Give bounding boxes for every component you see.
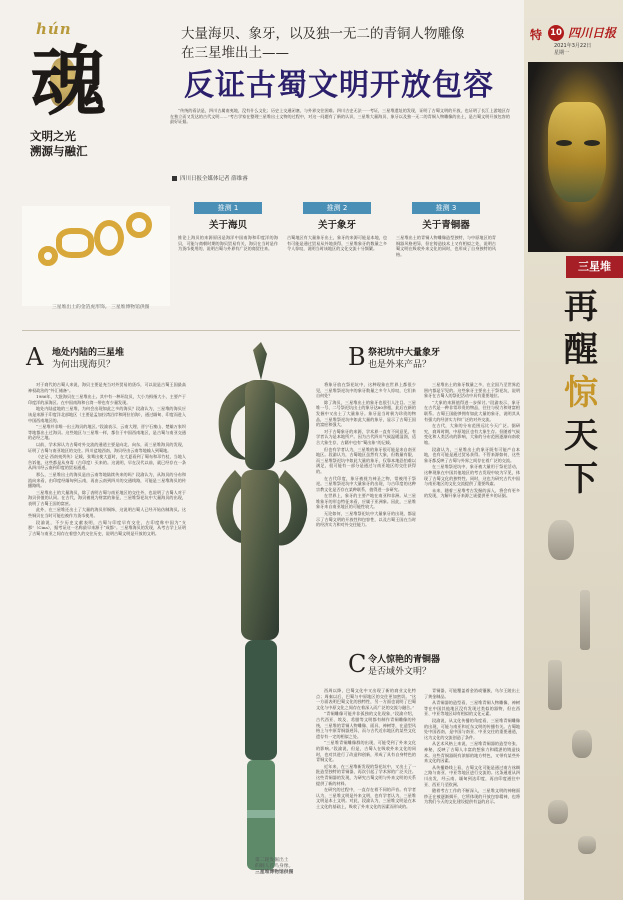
paragraph: 西周以降，巴蜀文化中又出现了新的商业文化特点；周秦以后，巴蜀与中原地区的交往更加密切。“这一方面表明巴蜀文化的独特性，另一方面也说明了巴蜀文化与中原文化之间存在着深入而广泛的交流与融合。”	[316, 688, 416, 710]
kicker-line1: 大量海贝、象牙，以及独一无二的青铜人物雕像	[181, 26, 465, 42]
hypothesis-3	[396, 202, 496, 257]
section-b-body-right	[424, 382, 520, 642]
column-name	[30, 129, 140, 159]
section-sub: 为何出现海贝？	[52, 360, 116, 370]
artifact-rod-image	[580, 590, 590, 650]
special-label: 特	[530, 28, 543, 42]
hypothesis-text: 三星堆出土的青铜人物雕像造型独特，与中原地区的青铜器风格迥异，但在铸造技术上又有相似之处，说明古蜀文明在吸收外来文化的同时，也形成了自身独特的风格。	[396, 235, 496, 257]
section-letter: C	[348, 650, 367, 678]
paragraph: 除了海贝，三星堆出土的象牙也很引人注目。三星堆一号、二号祭祀坑出土的象牙达80余根，此后在新的发掘中又出土了大量象牙。象牙是当时极为珍贵的物品，三星堆祭祀坑中如此大量的象牙，显示了古蜀王国的富庶和强大。	[316, 399, 416, 428]
byline-square-icon	[172, 176, 177, 181]
divider	[22, 330, 520, 331]
series-char-1: 再	[564, 287, 598, 327]
gold-curl-1	[38, 246, 58, 266]
paragraph: “大象的来源值得进一步探讨。”段渝表示，象牙在古代是一种非常珍贵的物品，往往与权力和财富相联系。古蜀王国能够拥有如此大量的象牙，说明其具有强大的经济实力和广泛的对外交流。	[424, 399, 520, 422]
paragraph: 段渝认为，三星堆出土的象牙既有可能产自本地，也有可能是通过贸易获得。不管来源如何，这些象牙都反映了古蜀与外界之间存在着广泛的交流。	[424, 446, 520, 463]
series-char-2: 醒	[564, 330, 598, 370]
column-name-line2: 溯源与融汇	[30, 144, 88, 158]
section-sub: 也是外来产品？	[368, 360, 432, 370]
paragraph: 从传播路线上看，古蜀文化可能是通过南方丝绸之路与南亚、中亚等地区进行交流的。这条通道从四川出发，经云南、缅甸到达印度，再由印度通往中亚、西亚乃至欧洲。	[424, 764, 520, 787]
bronze-caption-line3: 三星堆博物馆供图	[255, 870, 294, 875]
paragraph: 1986年，大批海贝在三星堆出土。其中有一种环纹贝，大小为拇指大小，主要产于印度洋的深海区。在中国南海和台湾一带也有少量发现。	[28, 394, 186, 405]
hypothesis-title: 关于海贝	[208, 220, 247, 231]
hypothesis-title: 关于青铜器	[422, 220, 470, 231]
page-number: 10	[548, 25, 564, 41]
series-char-4: 天	[564, 416, 598, 456]
paragraph: “三星堆并非唯一出土海贝的地区。”段渝表示，云南大理、晋宁石寨山、楚雄万家坝等地都出土过海贝。这些地区与三星堆一样，都位于中国西南地区，是古蜀与南亚交通的必经之地。	[28, 424, 186, 441]
paragraph: 在三星堆祭祀坑中，象牙被大量用于祭祀活动，这种现象在中国其他地区的考古发现中较为罕见，体现了古蜀文化的独特性。同时，这也为研究古代中国与南亚地区的文化交流提供了重要线索。	[424, 464, 520, 487]
paragraph: 在古代，大象的分布范围远比今天广泛。据研究，商周时期，中原地区也有大象生存。但随着气候变化和人类活动的影响，大象的分布范围逐渐向南收缩。	[424, 423, 520, 445]
paragraph: 但也有学者认为，三星堆的象牙很可能是来自南亚地区。段渝认为，古蜀地区虽然有大象，但数量有限，而三星堆祭祀坑中如此大量的象牙，仅靠本地恐怕难以满足，很可能有一部分是通过与南亚地区的交往获得的。	[316, 446, 416, 474]
section-sub: 是否域外文明？	[368, 667, 432, 677]
artifact-head-image	[548, 520, 574, 560]
gold-curl-2	[56, 228, 94, 258]
pinyin: hún	[36, 20, 72, 38]
paragraph: 将象牙放在祭祀坑中，这种现象在世界上都很少见，三星堆祭祀坑中的象牙数量之多令人惊叹，它们来自何处？	[316, 382, 416, 399]
section-a-body	[28, 382, 186, 887]
hypothesis-title: 关于象牙	[317, 220, 356, 231]
section-head: 地处内陆的三星堆	[52, 348, 125, 358]
gold-curl-4	[126, 212, 152, 238]
mask-face	[548, 102, 606, 202]
byline-text: 四川日报全媒体记者 薛维睿	[180, 176, 248, 182]
paper-name: 四川日报	[568, 26, 617, 40]
artifact-ring-image	[578, 836, 596, 854]
gold-photo-caption: 三星堆出土的金箔虎形饰。 三星堆博物馆供图	[52, 305, 150, 310]
paragraph: 对于商代的古蜀人来说，海贝主要是充当对外贸易的货币，可以说是古蜀王国最高神权政治的“外汇储备”。	[28, 382, 186, 393]
paragraph: 无论如何，三星堆祭祀坑中大量象牙的出现，都显示了古蜀文明的开放性和包容性，以及古蜀王国在当时的经济实力和对外交往能力。	[316, 511, 416, 528]
section-letter: A	[26, 343, 44, 371]
hypothesis-tag: 推测 1	[194, 202, 262, 214]
headline: 反证古蜀文明开放包容	[184, 68, 494, 103]
section-b-body	[316, 382, 416, 642]
artifact-mask-image	[572, 730, 592, 758]
paragraph: “青铜雕像可能并非孤独的文化现象，”段渝介绍，古代西亚、埃及、希腊等文明都有制作青铜雕像的传统，三星堆的青铜人物雕像、面具、神树等，在造型风格上与中原青铜器迥异，而与古代近东地区的某些文化遗存有一定的相似之处。	[316, 711, 416, 739]
lead-paragraph	[170, 108, 510, 126]
paragraph: 那么，三星堆出土的海贝是由云南等地陆续传来的吗？段渝认为，从海贝的分布和流向来看，由印度经缅甸到云南，再由云南到四川的交通线路，可能是三星堆海贝的传播路线。	[28, 471, 186, 489]
lead-text: “传统的看法是，四川古属南夷地，没有什么文化；历史上交通闭塞，与外界交往困难。四川古史无法一一考证，三星堆遗址的发现，证明了古蜀文明的开放，也证明了长江上游地区存在独立而又发达的古代文明……”考古学家在整理三星堆出土文物的过程中，对这一问题有了新的认识，三星堆大量海贝、象牙以及独一无二的青铜人物雕像的出土，是古蜀文明开放包容的最好证据。	[170, 108, 510, 125]
weekday: 星期一	[554, 50, 570, 56]
paragraph: 段渝说，不少历史文献表明，古蜀与印度早有交往，古印度称中国为“支那”（Cina），据考证这一名称最早来源于“成都”。三星堆海贝的发现，从考古学上证明了古蜀与南亚之间存在着悠久的交往历史，说明古蜀文明是开放的文明。	[28, 519, 186, 536]
byline	[172, 174, 248, 182]
artifact-figure-image	[548, 660, 562, 710]
paragraph: 在研究的过程中，一直存在着不同的声音。有学者认为，三星堆文明是外来文明，也有学者认为，三星堆文明是本土文明。对此，段渝认为，三星堆文明是在本土文化的基础上，吸收了外来文化的因素而形成的。	[316, 787, 416, 809]
hypothesis-1	[178, 202, 278, 252]
mask-eye-right	[584, 140, 600, 146]
hypothesis-tag: 推测 2	[303, 202, 371, 214]
paragraph: 《史记·西南夷列传》记载，张骞出使大夏时，在大夏看到了蜀布和邛竹杖，当地人告诉他，这些都是从身毒（古印度）买来的。这说明，早在汉代以前，就已经存在一条从四川经云南到印度的贸易通道。	[28, 454, 186, 471]
mask-eye-left	[556, 140, 572, 146]
series-char-3: 惊	[564, 373, 598, 413]
series-title	[546, 286, 616, 501]
paragraph: 段渝说，从文化传播的角度看，三星堆青铜雕像的出现，可能与南亚和近东文明的传播有关。古蜀地处中国西南，是中国与南亚、中亚交往的重要通道，这为文化的交流创造了条件。	[424, 717, 520, 740]
paragraph: 此外，在三星堆还出土了大量的海贝形铜饰，这说明古蜀人已经开始仿制海贝。这些铜贝在当时可能也被作为货币使用。	[28, 507, 186, 519]
gold-tiger-photo	[22, 206, 170, 306]
paragraph: 地处内陆盆地的三星堆，为何会出现如此之多的海贝？段渝认为，三星堆的海贝应该是来源于印度洋北部地区（主要是孟加拉湾沿岸和阿拉伯海），通过缅甸、印度而进入中国西南地区的。	[28, 406, 186, 423]
column-logo-character	[30, 36, 106, 128]
paragraph: 从青铜器的造型看，三星堆青铜人物雕像、神树等在中国其他地区没有发现过类似的器物，但在西亚、中亚等地区却有相似的文化元素。	[424, 700, 520, 717]
artifact-bird-image	[548, 800, 568, 824]
paragraph: 三星堆出土的象牙数量之多，在全国乃至世界范围内都是罕见的。这些象牙主要出土于祭祀坑，说明象牙在古蜀人的祭祀活动中具有重要地位。	[424, 382, 520, 399]
hypothesis-text: 推论上海贝的来源原因是海洋中国南海和印度洋的海贝，可能与商朝时期的海贝贸易有关，海贝在当时是作为货币使用的，说明古蜀与外界有广泛的商贸往来。	[178, 235, 278, 252]
series-tag: 三星堆	[566, 256, 623, 278]
publication-date: 2021年3月22日	[554, 43, 592, 49]
hypothesis-tag: 推测 3	[412, 202, 480, 214]
section-b-heading	[348, 343, 518, 373]
paragraph: 未来，随着三星堆考古发掘的深入，将会有更多的发现，为解开象牙来源之谜提供更多的证据。	[424, 487, 520, 499]
section-head: 令人惊艳的青铜器	[368, 655, 441, 665]
paragraph: 在世界上，象牙的主要产地在南亚和非洲。从三星堆象牙的形态特征来看，应属于亚洲象。因此，三星堆象牙来自南亚地区的可能性较大。	[316, 493, 416, 510]
paragraph: 从艺术风格上来说，三星堆青铜器的造型夸张、神秘，反映了古蜀人丰富的想象力和精湛的铸造技术。这些青铜器既有浓郁的地方特色，又带有某些外来文化的因素。	[424, 741, 520, 764]
section-letter: B	[348, 343, 366, 371]
paragraph: 三星堆出土的大量海贝，除了表明古蜀与南亚地区的交往外，也说明了古蜀人对于海贝价值的认同。在古代，海贝被视为财富的象征，三星堆祭祀坑中大量海贝的出现，表明了古蜀王国的富庶。	[28, 489, 186, 506]
hypothesis-text: 古蜀地区有大量象牙出土，象牙的来源可能是本地，也有可能是通过贸易从外地获得，三星堆象牙的数量之多令人惊叹，说明当时该地区的文化交流十分频繁。	[287, 235, 387, 252]
paragraph: 对于古蜀象牙的来源，学术界一直有不同意见，有学者认为是本地所产。因为古代四川气候温暖湿润，适合大象生存，古籍中也有“蜀出象”的记载。	[316, 428, 416, 445]
series-char-5: 下	[564, 459, 598, 499]
paragraph: 以前，学术界认为古蜀对外交流的通道主要是向北、向东，而三星堆海贝的发现，证明了古蜀与南亚地区的交往。四川盆地西南，海贝经由云南等地输入到蜀地。	[28, 441, 186, 453]
gold-curl-3	[94, 220, 124, 256]
hypothesis-2	[287, 202, 387, 252]
section-c-heading	[348, 650, 518, 680]
section-head: 祭祀坑中大量象牙	[368, 348, 441, 358]
big-character: 魂	[30, 37, 106, 126]
paragraph: “三星堆青铜雕像群的出现，可能受到了外来文化的影响。”段渝说，但是，古蜀人在吸收外来文化的同时，也对其进行了改造和创新，形成了具有自身特色的青铜文化。	[316, 740, 416, 763]
bronze-figure-photo	[195, 340, 325, 885]
section-c-body-right	[424, 688, 520, 888]
column-name-line1: 文明之光	[30, 129, 76, 143]
paragraph: 近年来，在三星堆新发现的祭祀坑中，又出土了一批造型独特的青铜器，再次引起了学术界的广泛关注。这些青铜器的发现，为研究古蜀文明与外来文明的关系提供了新的材料。	[316, 763, 416, 786]
paragraph: 青铜器，可能覆盖着金箔或镶嵌，乌尔王陵出土了黄金制品。	[424, 688, 520, 699]
paragraph: 在古代印度，象牙被视为神圣之物，常被用于祭祀。三星堆祭祀坑中大量象牙的出现，与古印度的这种宗教文化是否存在某种联系，值得进一步研究。	[316, 475, 416, 492]
bronze-caption-line2: 的铜人首鸟身像。	[255, 864, 294, 869]
bronze-caption-line1: 第二轮发掘出土	[255, 858, 289, 863]
section-c-body	[316, 688, 416, 888]
kicker-line2: 在三星堆出土——	[181, 45, 289, 61]
bronze-caption	[255, 858, 293, 876]
paragraph: 随着考古工作的不断深入，三星堆文明的神秘面纱正在被逐渐揭开，它所体现的开放包容精神，也将为我们今天的文化建设提供有益的启示。	[424, 788, 520, 805]
gold-mask-photo	[528, 62, 623, 252]
